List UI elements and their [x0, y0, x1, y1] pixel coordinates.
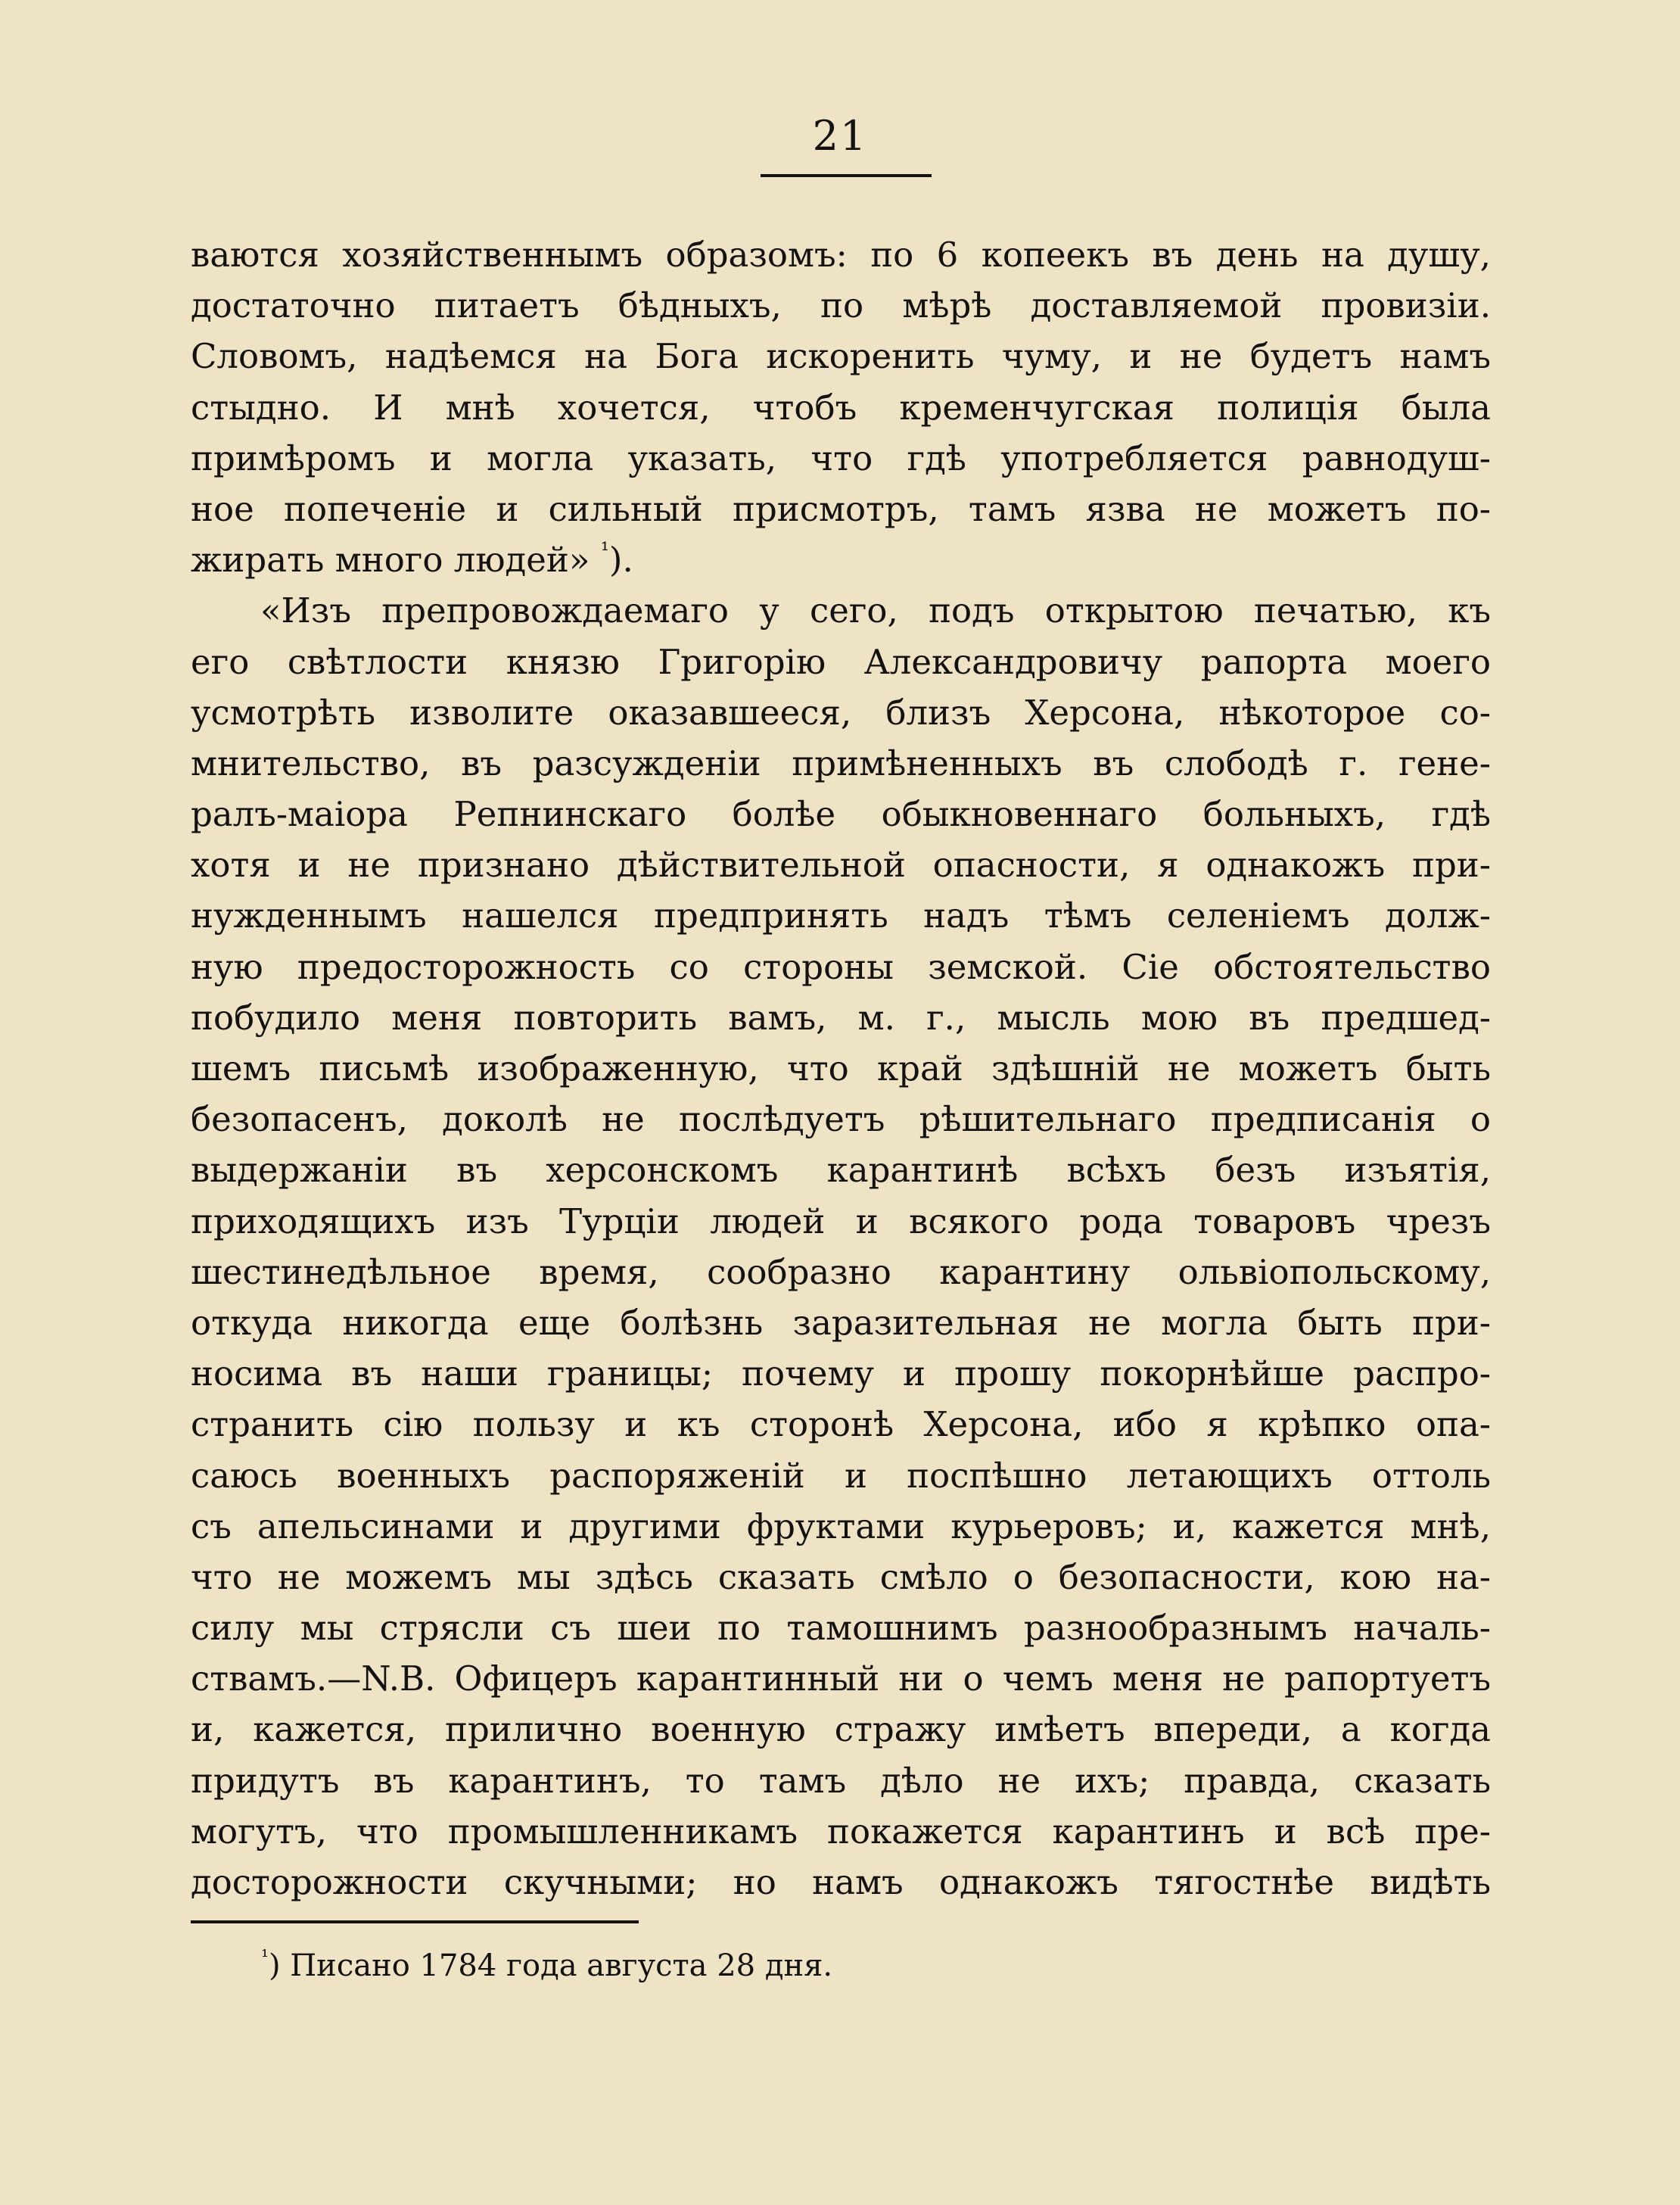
text-line: саюсь военныхъ распоряженій и поспѣшно летающихъ оттоль [191, 1455, 1491, 1496]
footnote-reference: ¹ [600, 537, 609, 563]
text-line: что не можемъ мы здѣсь сказать смѣло о безопасности, кою на- [191, 1556, 1491, 1597]
text-line: приходящихъ изъ Турціи людей и всякого рода товаровъ чрезъ [191, 1201, 1491, 1241]
footnote [261, 1942, 832, 1990]
paragraph-end-punctuation: ). [608, 540, 633, 581]
text-line: побудило меня повторить вамъ, м. г., мысль мою въ предшед- [191, 997, 1491, 1038]
text-line: шестинедѣльное время, сообразно карантину ольвіопольскому, [191, 1251, 1491, 1292]
text-line-content: жирать много людей» [191, 540, 590, 581]
text-line: ную предосторожность со стороны земской. Сіе обстоятельство [191, 946, 1491, 987]
text-line: съ апельсинами и другими фруктами курьеровъ; и, кажется мнѣ, [191, 1506, 1491, 1546]
text-line: примѣромъ и могла указать, что гдѣ употребляется равнодуш- [191, 438, 1491, 478]
text-line: ралъ-маіора Репнинскаго болѣе обыкновеннаго больныхъ, гдѣ [191, 794, 1491, 835]
text-line: и, кажется, прилично военную стражу имѣетъ впереди, а когда [191, 1709, 1491, 1750]
text-line: нужденнымъ нашелся предпринять надъ тѣмъ селеніемъ долж- [191, 895, 1491, 936]
text-line: хотя и не признано дѣйствительной опасности, я однакожъ при- [191, 845, 1491, 886]
text-line: откуда никогда еще болѣзнь заразительная не могла быть при- [191, 1302, 1491, 1343]
text-line: Словомъ, надѣемся на Бога искоренить чуму, и не будетъ намъ [191, 336, 1491, 377]
text-line [191, 534, 1491, 585]
page-number-underline [761, 174, 932, 177]
text-line: силу мы стрясли съ шеи по тамошнимъ разнообразнымъ началь- [191, 1608, 1491, 1649]
text-line: носима въ наши границы; почему и прошу покорнѣйше распро- [191, 1353, 1491, 1394]
text-line: мнительство, въ разсужденіи примѣненныхъ въ слободѣ г. гене- [191, 743, 1491, 783]
text-line: ваются хозяйственнымъ образомъ: по 6 копеекъ въ день на душу, [191, 235, 1491, 275]
text-line: безопасенъ, доколѣ не послѣдуетъ рѣшительнаго предписанія о [191, 1099, 1491, 1140]
text-line: «Изъ препровождаемаго у сего, подъ открытою печатью, къ [260, 590, 1491, 631]
footnote-marker: ¹ [261, 1945, 269, 1968]
text-line: ное попеченіе и сильный присмотръ, тамъ язва не можетъ по- [191, 488, 1491, 529]
text-line: его свѣтлости князю Григорію Александровичу рапорта моего [191, 641, 1491, 682]
text-line: шемъ письмѣ изображенную, что край здѣшній не можетъ быть [191, 1048, 1491, 1088]
text-line: досторожности скучными; но намъ однакожъ тягостнѣе видѣть [191, 1862, 1491, 1902]
text-line: ствамъ.—N.B. Офицеръ карантинный ни о чемъ меня не рапортуетъ [191, 1658, 1491, 1699]
text-line: придутъ въ карантинъ, то тамъ дѣло не ихъ; правда, сказать [191, 1760, 1491, 1801]
body-text [191, 229, 1491, 1908]
text-line: странить сію пользу и къ сторонѣ Херсона, ибо я крѣпко опа- [191, 1404, 1491, 1445]
text-line: достаточно питаетъ бѣдныхъ, по мѣрѣ доставляемой провизіи. [191, 285, 1491, 326]
text-line: усмотрѣть изволите оказавшееся, близъ Херсона, нѣкоторое со- [191, 692, 1491, 733]
text-line: выдержаніи въ херсонскомъ карантинѣ всѣхъ безъ изъятія, [191, 1150, 1491, 1191]
footnote-text: ) Писано 1784 года августа 28 дня. [268, 1948, 833, 1983]
text-line: могутъ, что промышленникамъ покажется карантинъ и всѣ пре- [191, 1811, 1491, 1852]
page-number: 21 [812, 112, 868, 160]
text-line: стыдно. И мнѣ хочется, чтобъ кременчугская полиція была [191, 387, 1491, 428]
footnote-divider [191, 1920, 639, 1923]
